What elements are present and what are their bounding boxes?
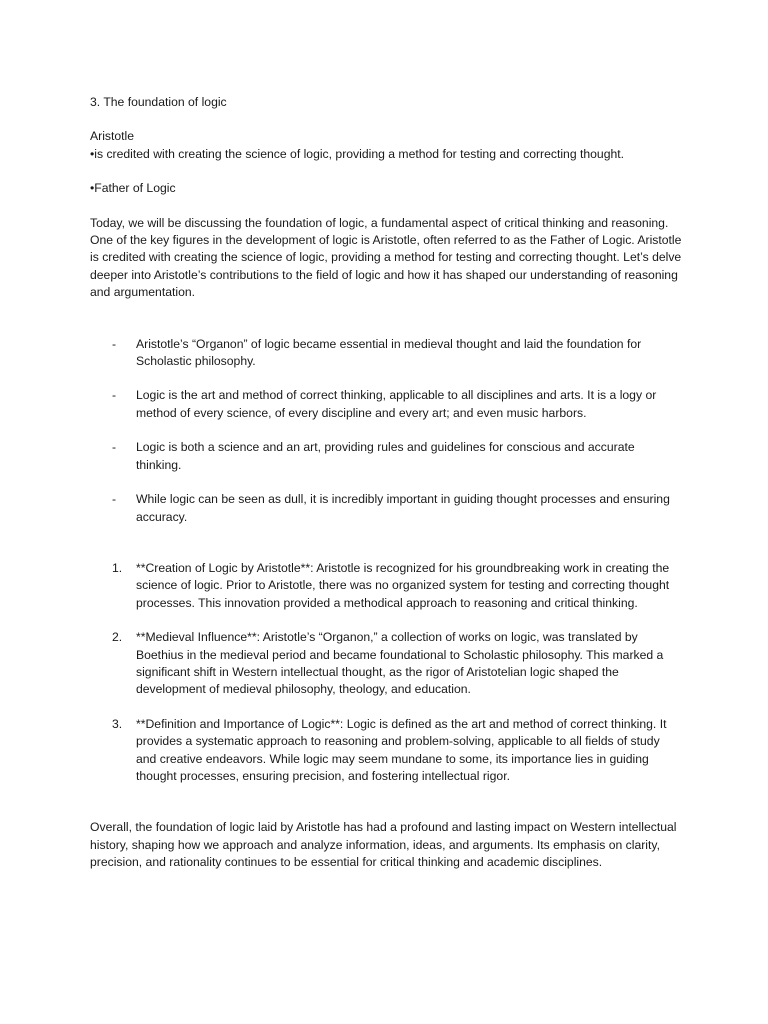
dash-marker: - [112,440,117,455]
dash-item-text: Aristotle’s “Organon” of logic became essential in medieval thought and laid the foundation for Scholastic philosophy. [136,336,642,369]
number-marker: 3. [112,716,123,731]
dash-marker: - [112,492,117,507]
dash-list-item [90,387,682,422]
dash-item-text: Logic is both a science and an art, providing rules and guidelines for conscious and accurate thinking. [136,440,635,472]
dash-item-text: While logic can be seen as dull, it is incredibly important in guiding thought processes and ensuring accuracy. [136,492,670,524]
numbered-list-item [90,560,682,612]
dash-list-item [90,336,682,371]
aristotle-label: Aristotle [90,129,135,144]
closing-paragraph: Overall, the foundation of logic laid by Aristotle has had a profound and lasting impact on Western intellectual history, shaping how we approach and analyze information, ideas, and arguments. Its emphasis on clarity, precision, and rationality continues to be essential for critical thinking and academic disciplines. [90,820,677,870]
number-marker: 1. [112,560,123,575]
numbered-item-text: **Medieval Influence**: Aristotle’s “Organon,” a collection of works on logic, was translated by Boethius in the medieval period and became foundational to Scholastic philosophy. This marked a significant shift in Western intellectual thought, as the rigor of Aristotelian logic shaped the development of medieval philosophy, theology, and education. [136,630,664,697]
numbered-list-item [90,716,682,786]
numbered-list-item [90,629,682,699]
dash-marker: - [112,388,117,403]
bullet-credited: •is credited with creating the science of logic, providing a method for testing and correcting thought. [90,146,625,161]
section-heading: 3. The foundation of logic [90,95,227,109]
numbered-item-text: **Definition and Importance of Logic**: Logic is defined as the art and method of correct thinking. It provides a systematic approach to reasoning and problem-solving, applicable to all fields of study and creative endeavors. While logic may seem mundane to some, its importance lies in guiding thought processes, ensuring precision, and fostering intellectual rigor. [136,716,667,783]
dash-item-text: Logic is the art and method of correct thinking, applicable to all disciplines and arts. It is a logy or method of every science, of every discipline and every art; and even music harbors. [136,388,657,420]
numbered-list [90,560,682,785]
dash-list-item [90,439,682,474]
intro-paragraph: Today, we will be discussing the foundation of logic, a fundamental aspect of critical thinking and reasoning. One of the key figures in the development of logic is Aristotle, often referred to as the Father of Logic. Aristotle is credited with creating the science of logic, providing a method for testing and correcting thought. Let’s delve deeper into Aristotle’s contributions to the field of logic and how it has shaped our understanding of reasoning and argumentation. [90,215,682,300]
dash-marker: - [112,336,117,351]
bullet-father-of-logic: •Father of Logic [90,181,176,196]
numbered-item-text: **Creation of Logic by Aristotle**: Aristotle is recognized for his groundbreaking work in creating the science of logic. Prior to Aristotle, there was no organized system for testing and correcting thought processes. This innovation provided a methodical approach to reasoning and critical thinking. [136,560,670,610]
dash-list [90,336,682,526]
dash-list-item [90,491,682,526]
document-page [90,94,682,872]
number-marker: 2. [112,630,123,645]
